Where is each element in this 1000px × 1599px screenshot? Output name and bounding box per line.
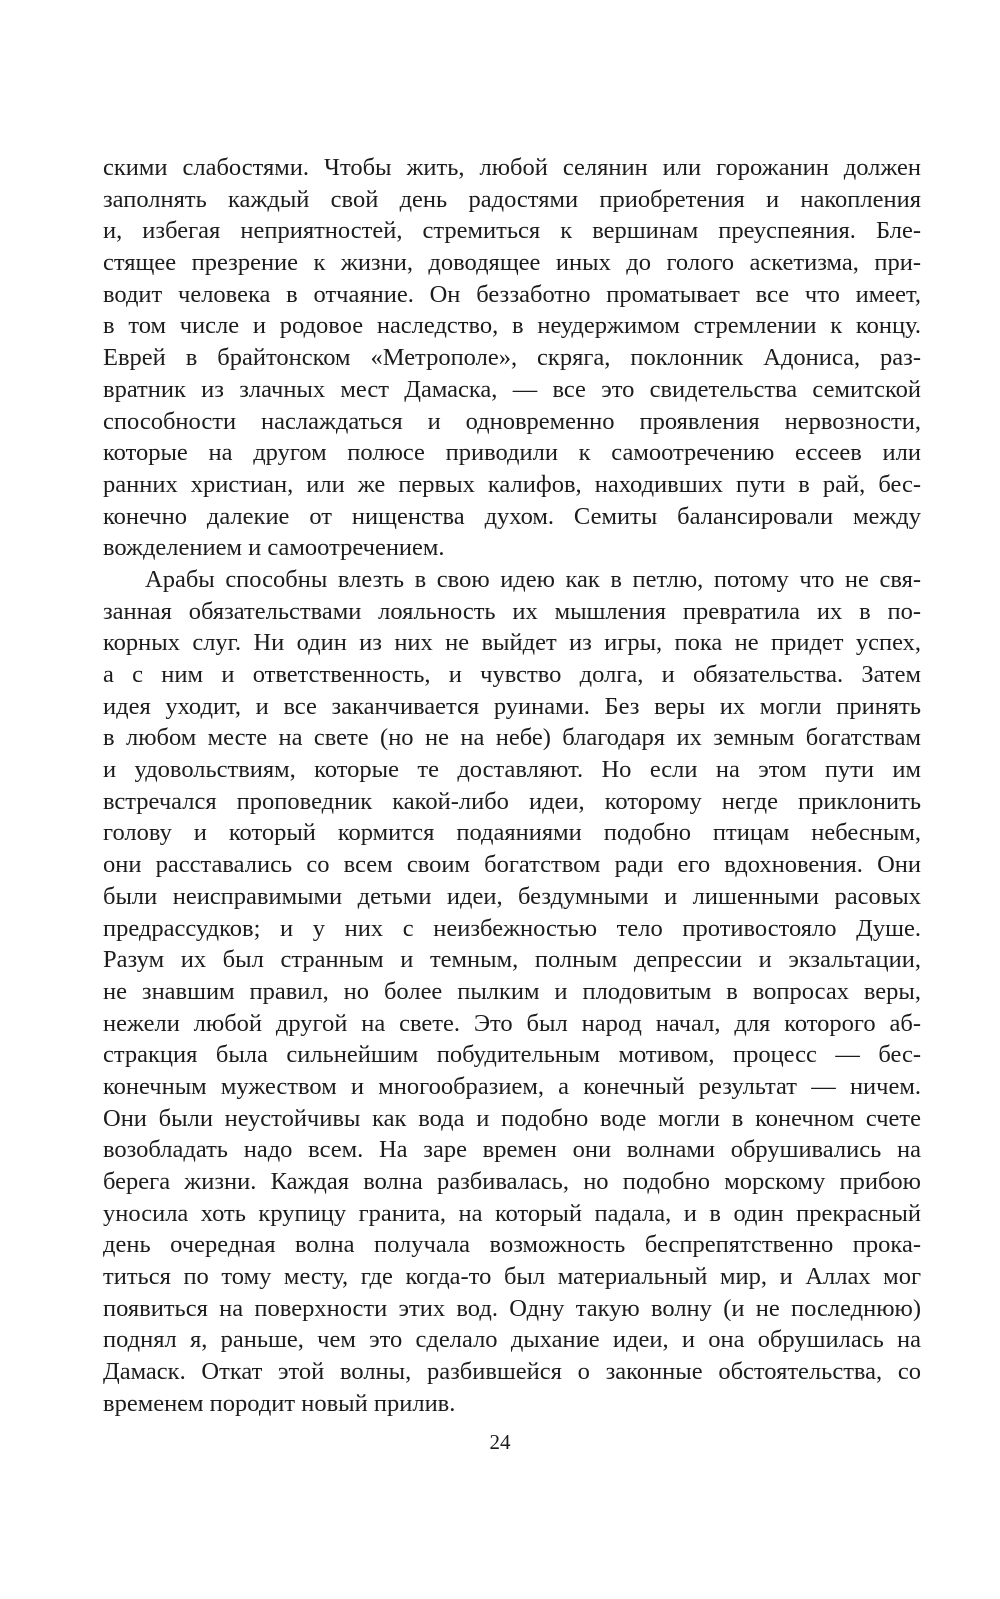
text-line: которые на другом полюсе приводили к самоотречению ессеев или	[103, 439, 921, 467]
body-text	[103, 152, 921, 1420]
text-line: водит человека в отчаяние. Он беззаботно проматывает все что имеет,	[103, 280, 921, 308]
text-line: в том числе и родовое наследство, в неудержимом стремлении к концу.	[103, 312, 921, 340]
text-line: предрассудков; и у них с неизбежностью тело противостояло Душе.	[103, 914, 921, 942]
text-line: возобладать надо всем. На заре времен они волнами обрушивались на	[103, 1136, 921, 1164]
text-line: Разум их был странным и темным, полным депрессии и экзальтации,	[103, 946, 921, 974]
text-line: идея уходит, и все заканчивается руинами. Без веры их могли принять	[103, 692, 921, 720]
text-line: встречался проповедник какой-либо идеи, которому негде приклонить	[103, 787, 921, 815]
text-line: они расставались со всем своим богатством ради его вдохновения. Они	[103, 851, 921, 879]
text-line: а с ним и ответственность, и чувство долга, и обязательства. Затем	[103, 661, 921, 688]
text-line: Дамаск. Откат этой волны, разбившейся о законные обстоятельства, со	[103, 1358, 921, 1386]
text-line: вратник из злачных мест Дамаска, — все это свидетельства семитской	[103, 375, 921, 403]
text-line: вожделением и самоотречением.	[103, 534, 445, 562]
text-line: титься по тому месту, где когда-то был материальный мир, и Аллах мог	[103, 1263, 921, 1291]
text-line: были неисправимыми детьми идеи, бездумными и лишенными расовых	[103, 882, 921, 910]
text-line: стракция была сильнейшим побудительным мотивом, процесс — бес-	[103, 1041, 921, 1069]
text-line: Они были неустойчивы как вода и подобно воде могли в конечном счете	[103, 1104, 921, 1132]
text-line: временем породит новый прилив.	[103, 1389, 456, 1417]
text-line: Арабы способны влезть в свою идею как в петлю, потому что не свя-	[145, 565, 921, 593]
text-line: не знавшим правил, но более пылким и плодовитым в вопросах веры,	[103, 977, 921, 1005]
text-line: появиться на поверхности этих вод. Одну такую волну (и не последнюю)	[103, 1294, 921, 1322]
paragraph	[103, 564, 921, 1420]
text-line: стящее презрение к жизни, доводящее иных до голого аскетизма, при-	[103, 249, 921, 277]
text-line: заполнять каждый свой день радостями приобретения и накопления	[103, 185, 921, 213]
text-line: берега жизни. Каждая волна разбивалась, но подобно морскому прибою	[103, 1168, 921, 1195]
page-number: 24	[489, 1430, 511, 1454]
text-line: уносила хоть крупицу гранита, на который падала, и в один прекрасный	[103, 1199, 921, 1227]
text-line: нежели любой другой на свете. Это был народ начал, для которого аб-	[103, 1009, 921, 1037]
paragraph	[103, 152, 921, 564]
text-line: корных слуг. Ни один из них не выйдет из игры, пока не придет успех,	[103, 629, 921, 657]
text-line: Еврей в брайтонском «Метрополе», скряга, поклонник Адониса, раз-	[103, 344, 921, 372]
text-line: занная обязательствами лояльность их мышления превратила их в по-	[103, 597, 921, 625]
text-line: голову и который кормится подаяниями подобно птицам небесным,	[103, 819, 921, 847]
text-line: и, избегая неприятностей, стремиться к вершинам преуспеяния. Бле-	[103, 217, 921, 245]
text-line: скими слабостями. Чтобы жить, любой селянин или горожанин должен	[103, 154, 921, 181]
text-line: день очередная волна получала возможность беспрепятственно прока-	[103, 1231, 921, 1259]
text-line: конечно далекие от нищенства духом. Семиты балансировали между	[103, 502, 921, 530]
text-line: в любом месте на свете (но не на небе) благодаря их земным богатствам	[103, 724, 921, 752]
text-line: и удовольствиям, которые те доставляют. Но если на этом пути им	[103, 756, 921, 784]
text-line: ранних христиан, или же первых калифов, находивших пути в рай, бес-	[103, 470, 921, 498]
text-line: поднял я, раньше, чем это сделало дыхание идеи, и она обрушилась на	[103, 1326, 921, 1354]
text-line: способности наслаждаться и одновременно проявления нервозности,	[103, 407, 921, 435]
text-line: конечным мужеством и многообразием, а конечный результат — ничем.	[103, 1072, 921, 1100]
